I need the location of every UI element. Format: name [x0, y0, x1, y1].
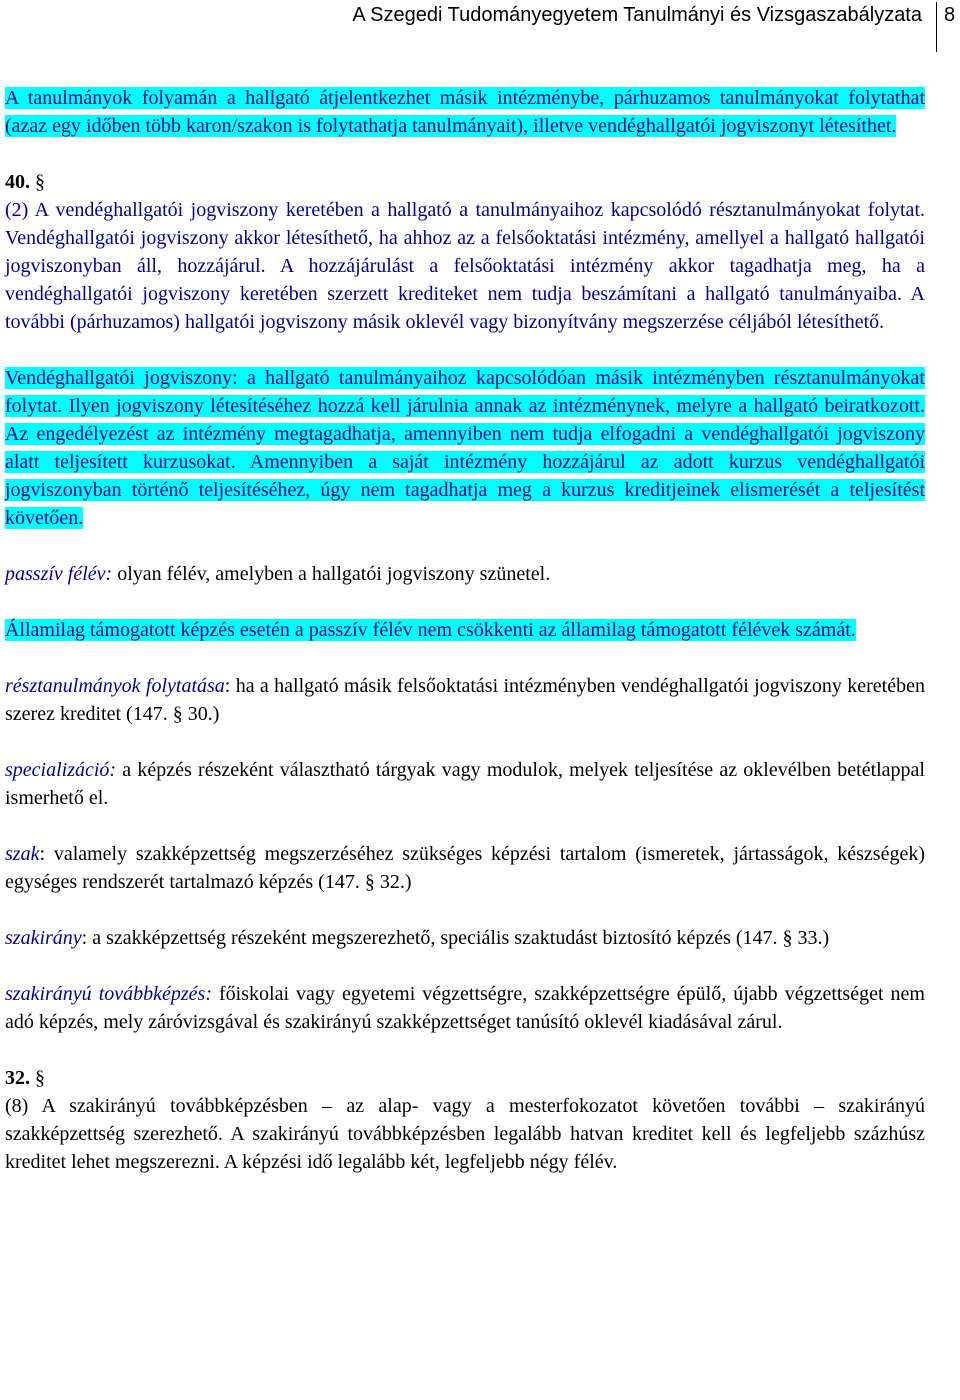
definition-szakirany [5, 924, 925, 952]
definition-text: főiskolai vagy egyetemi végzettségre, szakképzettségre épülő, újabb végzettséget nem adó képzés, mely záróvizsgával és szakirányú szakképzettséget tanúsító oklevél kiadásával zárul. [5, 983, 925, 1033]
header-divider [936, 2, 937, 52]
highlighted-text: A tanulmányok folyamán a hallgató átjelentkezhet másik intézménybe, párhuzamos tanulmányokat folytathat (azaz egy időben több karon/szakon is folytathatja tanulmányait), illetve vendéghallgatói jogviszonyt létesíthet. [5, 87, 925, 137]
definition-term: résztanulmányok folytatása [5, 675, 225, 697]
definition-text: a képzés részeként választható tárgyak vagy modulok, melyek teljesítése az oklevélben betétlappal ismerhető el. [5, 759, 925, 809]
definition-szakiranyu-tovabbkepzes [5, 980, 925, 1036]
definition-resztanulmanyok [5, 672, 925, 728]
section-sign: § [35, 1067, 45, 1089]
section-32 [5, 1064, 925, 1176]
highlighted-text: Vendéghallgatói jogviszony: a hallgató tanulmányaihoz kapcsolódóan másik intézményben résztanulmányokat folytat. Ilyen jogviszony létesítéséhez hozzá kell járulnia annak az intézménynek, melyre a hallgató beiratkozott. Az engedélyezést az intézmény megtagadhatja, amennyiben nem tudja elfogadni a vendéghallgatói jogviszony alatt teljesített kurzusokat. Amennyiben a saját intézmény hozzájárul az adott kurzus vendéghallgatói jogviszonyban történő teljesítéséhez, úgy nem tagadhatja meg a kurzus kreditjeinek elismerését a teljesítést követően. [5, 367, 925, 529]
section-text: (2) A vendéghallgatói jogviszony keretében a hallgató a tanulmányaihoz kapcsolódó résztanulmányokat folytat. Vendéghallgatói jogviszony akkor létesíthető, ha ahhoz az a felsőoktatási intézmény, amellyel a hallgató hallgatói jogviszonyban áll, hozzájárul. A hozzájárulást a felsőoktatási intézmény akkor tagadhatja meg, ha a vendéghallgatói jogviszony keretében szerzett krediteket nem tudja beszámítani a hallgató tanulmányaiba. A további (párhuzamos) hallgatói jogviszony másik oklevél vagy bizonyítvány megszerzése céljából létesíthető. [5, 199, 925, 333]
paragraph-vendeghallgatoi [5, 364, 925, 532]
highlighted-text: Államilag támogatott képzés esetén a passzív félév nem csökkenti az államilag támogatott félévek számát. [5, 619, 856, 641]
section-number: 32. [5, 1067, 30, 1089]
definition-szak [5, 840, 925, 896]
paragraph-allamilag [5, 616, 925, 644]
definition-text: olyan félév, amelyben a hallgatói jogviszony szünetel. [112, 563, 551, 585]
definition-text: : ha a hallgató másik felsőoktatási intézményben vendéghallgatói jogviszony keretében szerez kreditet (147. § 30.) [5, 675, 925, 725]
definition-term: passzív félév: [5, 563, 113, 585]
definition-term: szakirányú továbbképzés: [5, 983, 212, 1005]
section-sign: § [35, 171, 45, 193]
page-header [0, 0, 960, 52]
definition-text: : a szakképzettség részeként megszerezhető, speciális szaktudást biztosító képzés (147. § 33.) [81, 927, 830, 949]
section-heading [5, 1064, 925, 1092]
definition-term: szakirány [5, 927, 82, 949]
definition-term: szak [5, 843, 40, 865]
paragraph-atjelentkezes [5, 84, 925, 140]
section-text: (8) A szakirányú továbbképzésben – az alap- vagy a mesterfokozatot követően további – szakirányú szakképzettség szerezhető. A szakirányú továbbképzésben legalább hatvan kreditet kell és legfeljebb százhúsz kreditet lehet megszerezni. A képzési idő legalább két, legfeljebb négy félév. [5, 1095, 925, 1173]
definition-term: specializáció: [5, 759, 117, 781]
section-heading [5, 168, 925, 196]
document-body [5, 84, 925, 1204]
definition-specializacio [5, 756, 925, 812]
definition-passziv-felev [5, 560, 925, 588]
page-number: 8 [944, 4, 956, 26]
section-number: 40. [5, 171, 30, 193]
header-title: A Szegedi Tudományegyetem Tanulmányi és Vizsgaszabályzata [352, 4, 922, 26]
section-40 [5, 168, 925, 336]
definition-text: : valamely szakképzettség megszerzéséhez szükséges képzési tartalom (ismeretek, jártasságok, készségek) egységes rendszerét tartalmazó képzés (147. § 32.) [5, 843, 925, 893]
